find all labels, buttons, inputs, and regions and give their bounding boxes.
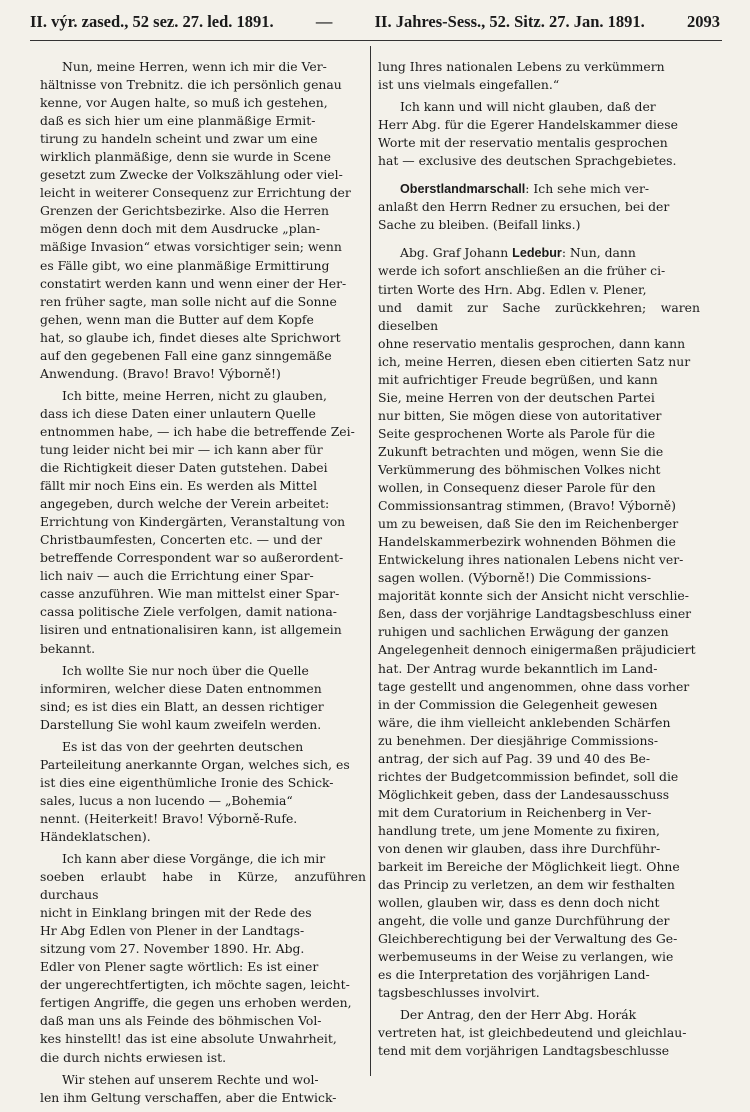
speech-text: : Nun, dann werde ich sofort anschließen an die früher ci- tirten Worte des Hrn. Abg. Edlen v. Plener, und damit zur Sache zurückkehren; waren dieselben ohne reservatio mentalis gesprochen, dann kann ich, meine Herren, diesen eben citierten Satz nur mit aufrichtiger Freude begrüßen, und kann Sie, meine Herren von der deutschen Partei nur bitten, Sie mögen diese von autoritativer Seite gesprochenen Worte als Parole für die Zukunft betrachten und mögen, wenn Sie die Verkümmerung des böhmischen Volkes nicht wollen, in Consequenz dieser Parole für den Commissionsantrag stimmen, (Bravo! Výborně) um zu beweisen, daß Sie den im Reichenberger Handelskammerbezirk wohnenden Böhmen die Entwickelung ihres nationalen Lebens nicht ver- sagen wollen. (Výborně!) Die Commissions- majorität konnte sich der Ansicht nicht verschlie- ßen, dass der vorjährige Landtagsbeschluss einer ruhigen und sachlichen Erwägung der ganzen Angelegenheit dennoch einigermaßen präjudiciert hat. Der Antrag wurde bekanntlich im Land- tage gestellt und angenommen, ohne dass vorher in der Commission die Gelegenheit gewesen wäre, die ihm vielleicht anklebenden Schärfen zu benehmen. Der diesjährige Commissions- antrag, der sich auf Pag. 39 und 40 des Be- richtes der Budgetcommission befindet, soll die Möglichkeit geben, dass der Landesausschuss mit dem Curatorium in Reichenberg in Ver- handlung trete, um jene Momente zu fixiren, von denen wir glauben, dass ihre Durchführ- barkeit im Bereiche der Möglichkeit liegt. Ohne das Princip zu verletzen, an dem wir festhalten wollen, glauben wir, dass es denn doch nicht angeht, die volle und ganze Durchführung der Gleichberechtigung bei der Verwaltung des Ge- werbemuseums in der Weise zu verlangen, wie es die Interpretation des vorjährigen Land- tagsbeschlusses involvirt.	[378, 245, 700, 1001]
header-german: II. Jahres-Sess., 52. Sitz. 27. Jan. 1891.	[374, 12, 645, 31]
speaker-paragraph	[378, 180, 700, 234]
right-column	[378, 58, 700, 1065]
paragraph: Der Antrag, den der Herr Abg. Horák vertreten hat, ist gleichbedeutend und gleichlau- tend mit dem vorjährigen Landtagsbeschlusse	[378, 1007, 687, 1059]
paragraph: Ich kann aber diese Vorgänge, die ich mir soeben erlaubt habe in Kürze, anzuführen durchaus nicht in Einklang bringen mit der Rede des Hr Abg Edlen von Plener in der Landtags- sitzung vom 27. November 1890. Hr. Abg. Edler von Plener sagte wörtlich: Es ist einer der ungerechtfertigten, ich möchte sagen, leicht- fertigen Angriffe, die gegen uns erhoben werden, daß man uns als Feinde des böhmischen Vol- kes hinstellt! das ist eine absolute Unwahrheit, die durch nichts erwiesen ist.	[40, 851, 366, 1065]
speaker-name: Oberstlandmarschall	[400, 182, 526, 197]
paragraph: lung Ihres nationalen Lebens zu verkümmern ist uns vielmals eingefallen.“	[378, 59, 665, 93]
paragraph: Wir stehen auf unserem Rechte und wol- len ihm Geltung verschaffen, aber die Entwick-	[40, 1071, 337, 1105]
speaker-prefix: Abg. Graf Johann	[400, 245, 513, 261]
speaker-paragraph	[378, 244, 700, 1002]
paragraph: Es ist das von der geehrten deutschen Parteileitung anerkannte Organ, welches sich, es ist dies eine eigenthümliche Ironie des Schick- sales, lucus a non lucendo — „Bohemia“ nennt. (Heiterkeit! Bravo! Výborně-Rufe. Händeklatschen).	[40, 738, 350, 844]
header-rule	[30, 40, 722, 41]
speaker-name: Ledebur	[512, 246, 562, 261]
paragraph: Ich wollte Sie nur noch über die Quelle informiren, welcher diese Daten entnommen sind; es ist dies ein Blatt, an dessen richtiger Darstellung Sie wohl kaum zweifeln werden.	[40, 662, 324, 732]
paragraph: Ich kann und will nicht glauben, daß der Herr Abg. für die Egerer Handelskammer diese Worte mit der reservatio mentalis gesprochen hat — exclusive des deutschen Sprachgebietes.	[378, 99, 678, 169]
header-dash: —	[315, 12, 333, 31]
running-header	[30, 12, 720, 32]
column-divider	[370, 46, 371, 1076]
speech-text: : Ich sehe mich ver- anlaßt den Herrn Redner zu ersuchen, bei der Sache zu bleiben. (Beifall links.)	[378, 181, 670, 233]
left-column	[40, 58, 366, 1111]
paragraph: Nun, meine Herren, wenn ich mir die Ver- hältnisse von Trebnitz. die ich persönlich genau kenne, vor Augen halte, so muß ich gestehen, daß es sich hier um eine planmäßige Ermit- tirung zu handeln scheint und zwar um eine wirklich planmäßige, denn sie wurde in Scene gesetzt zum Zwecke der Volkszählung oder viel- leicht in weiterer Consequenz zur Errichtung der Grenzen der Gerichtsbezirke. Also die Herren mögen denn doch mit dem Ausdrucke „plan- mäßige Invasion“ etwas vorsichtiger sein; wenn es Fälle gibt, wo eine planmäßige Ermittirung constatirt werden kann und wenn einer der Her- ren früher sagte, man solle nicht auf die Sonne gehen, wenn man die Butter auf dem Kopfe hat, so glaube ich, findet dieses alte Sprichwort auf den gegebenen Fall eine ganz sinngemäße Anwendung. (Bravo! Bravo! Výborně!)	[40, 59, 351, 381]
paragraph: Ich bitte, meine Herren, nicht zu glauben, dass ich diese Daten einer unlautern Quelle entnommen habe, — ich habe die betreffende Zei- tung leider nicht bei mir — ich kann aber für die Richtigkeit dieser Daten gutstehen. Dabei fällt mir noch Eins ein. Es werden als Mittel angegeben, durch welche der Verein arbeitet: Errichtung von Kindergärten, Veranstaltung von Christbaumfesten, Concerten etc. — und der betreffende Correspondent war so außerordent- lich naiv — auch die Errichtung einer Spar- casse anzuführen. Wie man mittelst einer Spar- cassa politische Ziele verfolgen, damit nationa- lisiren und entnationalisiren kann, ist allgemein bekannt.	[40, 387, 355, 656]
header-czech: II. výr. zased., 52 sez. 27. led. 1891.	[30, 12, 274, 31]
page-number: 2093	[686, 12, 720, 31]
